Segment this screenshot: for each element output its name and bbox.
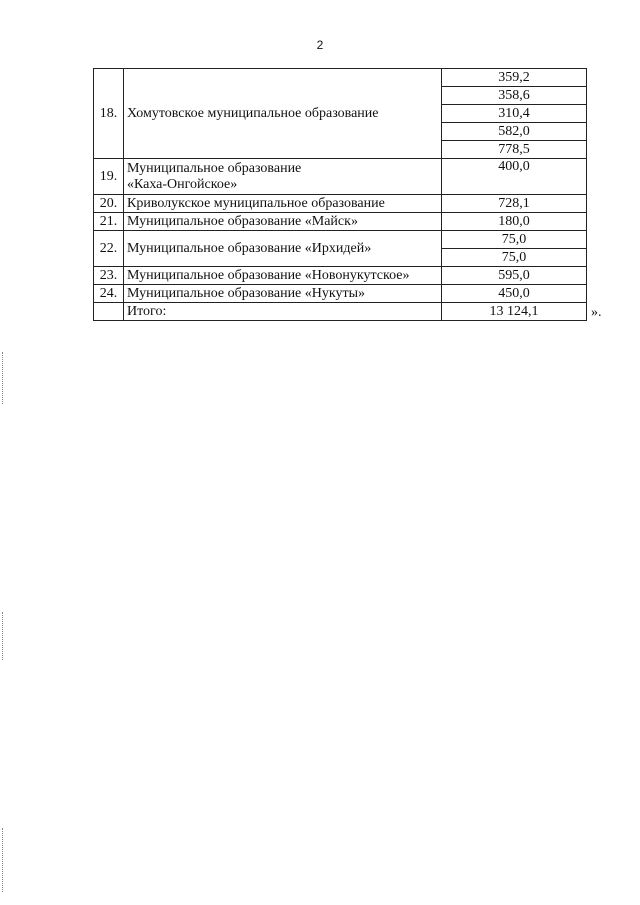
table-row bbox=[94, 159, 587, 195]
amount-cell: 358,6 bbox=[442, 87, 587, 105]
closing-quote: ». bbox=[591, 305, 602, 320]
municipality-name: Криволукское муниципальное образование bbox=[124, 195, 442, 213]
row-number: 19. bbox=[94, 159, 124, 195]
row-number: 23. bbox=[94, 267, 124, 285]
amount-cell: 595,0 bbox=[442, 267, 587, 285]
table-row bbox=[94, 69, 587, 87]
municipality-name bbox=[124, 159, 442, 195]
municipality-name-line: Муниципальное образование bbox=[127, 160, 302, 176]
table-row bbox=[94, 231, 587, 249]
amount-cell: 359,2 bbox=[442, 69, 587, 87]
row-number: 21. bbox=[94, 213, 124, 231]
row-number: 24. bbox=[94, 285, 124, 303]
table-row bbox=[94, 213, 587, 231]
municipality-name: Муниципальное образование «Новонукутское» bbox=[124, 267, 442, 285]
amount-cell: 310,4 bbox=[442, 105, 587, 123]
total-amount: 13 124,1 bbox=[442, 303, 587, 321]
margin-scan-artifact bbox=[2, 828, 5, 892]
row-number: 18. bbox=[94, 69, 124, 159]
municipal-funding-table bbox=[93, 68, 587, 321]
total-number-cell bbox=[94, 303, 124, 321]
margin-scan-artifact bbox=[2, 612, 5, 660]
amount-cell: 778,5 bbox=[442, 141, 587, 159]
amount-cell: 75,0 bbox=[442, 231, 587, 249]
row-number: 20. bbox=[94, 195, 124, 213]
total-row bbox=[94, 303, 587, 321]
table-row bbox=[94, 195, 587, 213]
amount-cell: 728,1 bbox=[442, 195, 587, 213]
municipality-name: Муниципальное образование «Нукуты» bbox=[124, 285, 442, 303]
amount-cell: 582,0 bbox=[442, 123, 587, 141]
amount-cell: 75,0 bbox=[442, 249, 587, 267]
amount-cell: 400,0 bbox=[442, 159, 587, 195]
total-label: Итого: bbox=[124, 303, 442, 321]
amount-cell: 450,0 bbox=[442, 285, 587, 303]
table-row bbox=[94, 267, 587, 285]
page-number: 2 bbox=[316, 38, 324, 52]
margin-scan-artifact bbox=[2, 352, 5, 404]
municipality-name: Муниципальное образование «Ирхидей» bbox=[124, 231, 442, 267]
municipality-name: Муниципальное образование «Майск» bbox=[124, 213, 442, 231]
table-row bbox=[94, 285, 587, 303]
municipality-name-line: «Каха-Онгойское» bbox=[127, 176, 238, 192]
municipality-name: Хомутовское муниципальное образование bbox=[124, 69, 442, 159]
row-number: 22. bbox=[94, 231, 124, 267]
amount-cell: 180,0 bbox=[442, 213, 587, 231]
